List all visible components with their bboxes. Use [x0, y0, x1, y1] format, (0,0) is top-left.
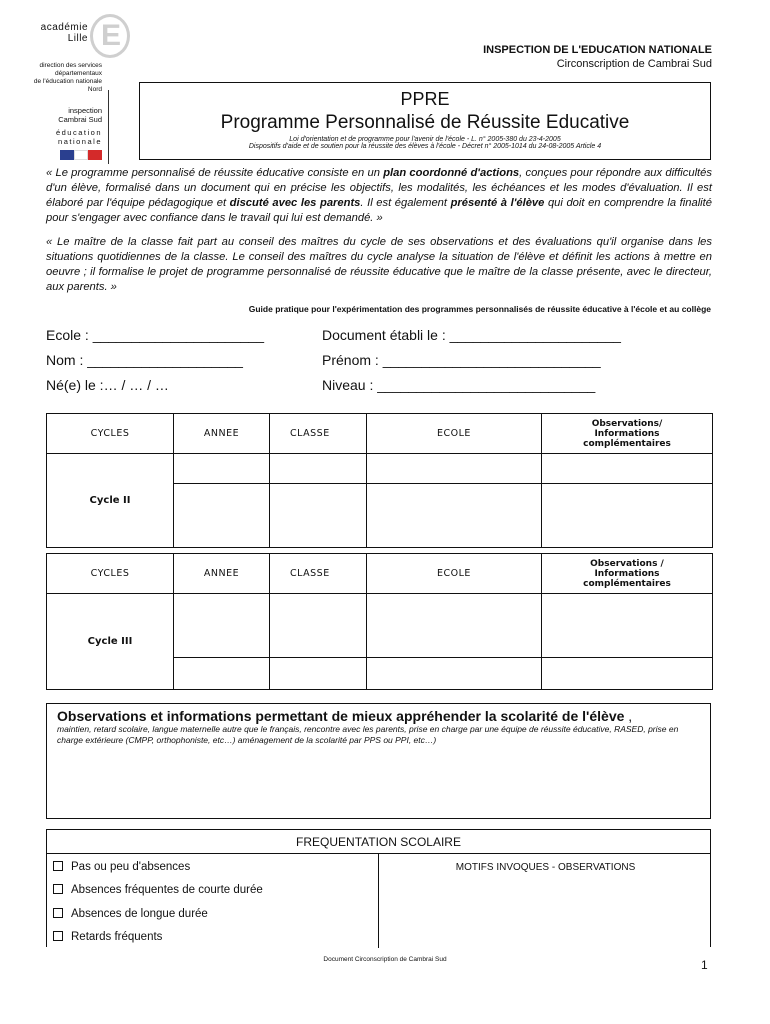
- table-cell[interactable]: [270, 454, 367, 484]
- logo-direction-line-1: direction des services: [39, 62, 102, 69]
- cycle-3-label: Cycle III: [47, 594, 174, 690]
- table-cell[interactable]: [174, 454, 270, 484]
- logo-education-text: [56, 128, 102, 146]
- obs-header-line: Observations/: [591, 418, 663, 429]
- option-pas-absences[interactable]: [53, 861, 190, 873]
- quote1-bold: discuté avec les parents: [229, 197, 361, 209]
- circonscription-label: Circonscription de Cambrai Sud: [556, 58, 712, 70]
- page-title: Programme Personnalisé de Réussite Educative: [220, 112, 630, 133]
- quote1-part: qui doit en comprendre la finalité pour s'engager avec confiance dans le travail qui lui est demandé. »: [46, 197, 712, 224]
- observations-hint: maintien, retard scolaire, langue maternelle autre que le français, rencontre avec les parents, prise en charge par une équipe de réussite éducative, RASED, prise en charge extérieure (CMPP, orthophoniste, etc…) aménagement de la scolarité par PPS ou PPI, etc…): [57, 724, 679, 745]
- guide-reference: Guide pratique pour l'expérimentation des programmes personnalisés de réussite éducative à l'école et au collège: [248, 304, 711, 314]
- observations-heading-text: Observations et informations permettant de mieux appréhender la scolarité de l'élève: [57, 708, 625, 724]
- birth-date-field[interactable]: Né(e) le :… / … / …: [46, 377, 169, 393]
- table-cell[interactable]: [174, 484, 270, 548]
- cycle-3-table: [46, 553, 713, 690]
- option-absences-longues[interactable]: [53, 908, 208, 920]
- table-cell[interactable]: [270, 658, 367, 690]
- table-cell[interactable]: [542, 594, 713, 658]
- col-ecole: ECOLE: [367, 414, 542, 454]
- table-cell[interactable]: [542, 484, 713, 548]
- table-cell[interactable]: [270, 484, 367, 548]
- footer-text: Document Circonscription de Cambrai Sud: [323, 956, 447, 963]
- checkbox[interactable]: [53, 884, 63, 894]
- logo-education-line-1: éducation: [55, 128, 102, 137]
- frequentation-section: [46, 829, 711, 947]
- col-annee: ANNEE: [174, 554, 270, 594]
- quote-definition: [46, 166, 712, 226]
- logo-direction-text: [0, 62, 102, 94]
- republique-flag-icon: [60, 150, 104, 164]
- logo-academie-line: académie: [40, 22, 88, 33]
- niveau-field[interactable]: Niveau : ____________________________: [322, 377, 596, 393]
- observations-box[interactable]: [46, 703, 711, 819]
- table-cell[interactable]: [174, 594, 270, 658]
- table-cell[interactable]: [542, 658, 713, 690]
- observations-heading: [57, 708, 700, 724]
- logo-inspection-line-1: inspection: [68, 106, 102, 115]
- checkbox[interactable]: [53, 861, 63, 871]
- checkbox[interactable]: [53, 908, 63, 918]
- ecole-field[interactable]: Ecole : ______________________: [46, 327, 264, 343]
- col-cycles: CYCLES: [47, 414, 174, 454]
- logo-education-line-2: nationale: [58, 137, 102, 146]
- motifs-column: MOTIFS INVOQUES - OBSERVATIONS: [455, 862, 636, 873]
- ppre-acronym: PPRE: [400, 89, 450, 109]
- table-cell[interactable]: [367, 658, 542, 690]
- quote1-part: « Le programme personnalisé de réussite éducative consiste en un: [46, 167, 384, 179]
- col-observations: [542, 414, 713, 454]
- table-cell[interactable]: [367, 484, 542, 548]
- table-cell[interactable]: [367, 594, 542, 658]
- table-cell[interactable]: [174, 658, 270, 690]
- obs-header-line: Informations: [594, 568, 660, 579]
- cycle-2-table: [46, 413, 713, 548]
- logo-direction-line-4: Nord: [87, 86, 102, 93]
- title-box: [139, 82, 711, 160]
- quote1-part: . Il est également: [360, 197, 451, 209]
- prenom-field[interactable]: Prénom : ____________________________: [322, 352, 601, 368]
- frequentation-options: [47, 854, 379, 948]
- option-absences-courtes[interactable]: [53, 884, 263, 896]
- logo-inspection-text: [58, 106, 102, 124]
- col-ecole: ECOLE: [367, 554, 542, 594]
- table-cell[interactable]: [270, 594, 367, 658]
- obs-header-line: complémentaires: [583, 438, 671, 449]
- option-label: Pas ou peu d'absences: [71, 861, 191, 873]
- observations-comma: ,: [624, 708, 633, 724]
- logo-divider: [108, 90, 109, 164]
- table-cell[interactable]: [542, 454, 713, 484]
- col-cycles: CYCLES: [47, 554, 174, 594]
- quote1-part: , conçues pour répondre aux difficultés d'un élève, formalisé dans un document qui en précise les objectifs, les modalités, les échéances et les modes d'évaluation. Il est élaboré par l'équipe pédagogique et: [46, 167, 712, 209]
- quote-procedure: « Le maître de la classe fait part au conseil des maîtres du cycle de ses observations et des évaluations qu'il organise dans les situations quotidiennes de la classe. Le conseil des maîtres du cycle analyse la situation de l'élève et définit les actions à mettre en oeuvre ; il formalise le projet de programme personnalisé de réussite éducative que le maître de la classe présente, avec le directeur, aux parents. »: [46, 236, 712, 293]
- inspection-title: INSPECTION DE L'EDUCATION NATIONALE: [483, 44, 712, 56]
- academie-e-emblem-icon: E: [90, 14, 130, 58]
- option-retards[interactable]: [53, 931, 162, 943]
- nom-field[interactable]: Nom : ____________________: [46, 352, 243, 368]
- cycle-2-label: Cycle II: [47, 454, 174, 548]
- option-label: Retards fréquents: [71, 931, 163, 943]
- decree-reference: Dispositifs d'aide et de soutien pour la réussite des élèves à l'école - Décret n° 2005-1014 du 24-08-2005 Article 4: [248, 143, 602, 150]
- law-reference: Loi d'orientation et de programme pour l'avenir de l'école - L. n° 2005-380 du 23-4-2005: [289, 136, 561, 143]
- logo-direction-line-3: de l'éducation nationale: [33, 78, 102, 85]
- academie-logo: [30, 10, 134, 160]
- option-label: Absences de longue durée: [71, 908, 208, 920]
- logo-inspection-line-2: Cambrai Sud: [58, 115, 102, 124]
- quote1-bold: plan coordonné d'actions: [383, 167, 520, 179]
- quote1-bold: présenté à l'élève: [450, 197, 545, 209]
- frequentation-heading: FREQUENTATION SCOLAIRE: [47, 830, 710, 854]
- col-observations: [542, 554, 713, 594]
- checkbox[interactable]: [53, 931, 63, 941]
- logo-academie-text: [41, 22, 88, 44]
- col-classe: CLASSE: [270, 554, 367, 594]
- page-number: 1: [701, 958, 708, 972]
- option-label: Absences fréquentes de courte durée: [71, 884, 263, 896]
- logo-direction-line-2: départementaux: [55, 70, 102, 77]
- obs-header-line: Observations /: [590, 558, 664, 569]
- obs-header-line: complémentaires: [583, 578, 671, 589]
- table-cell[interactable]: [367, 454, 542, 484]
- col-annee: ANNEE: [174, 414, 270, 454]
- logo-lille-line: Lille: [67, 33, 88, 44]
- col-classe: CLASSE: [270, 414, 367, 454]
- obs-header-line: Informations: [594, 428, 660, 439]
- document-date-field[interactable]: Document établi le : ______________________: [322, 327, 621, 343]
